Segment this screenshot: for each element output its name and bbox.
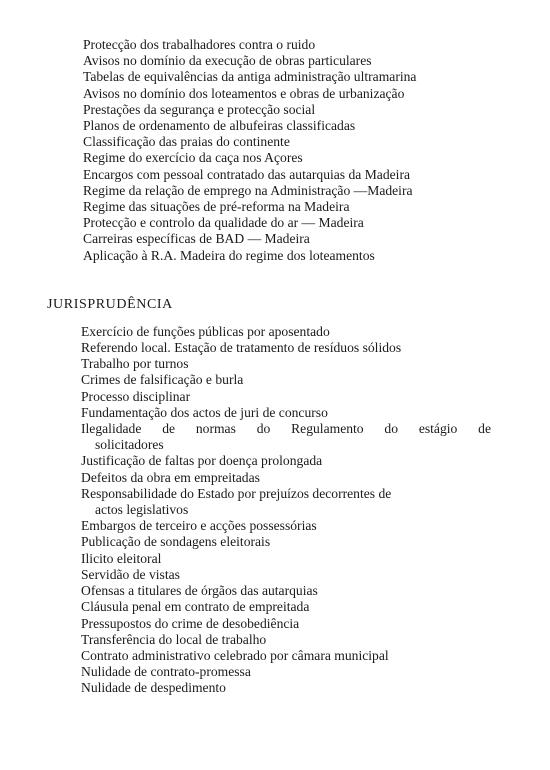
list-item: Encargos com pessoal contratado das autarquias da Madeira: [83, 166, 411, 182]
list-item: Crimes de falsificação e burla: [81, 372, 244, 388]
list-item: Transferência do local de trabalho: [81, 631, 267, 647]
list-item-continuation: actos legislativos: [95, 502, 189, 518]
list-item: [81, 486, 491, 518]
list-item: Embargos de terceiro e acções possessórias: [81, 518, 317, 534]
list-item: Nulidade de despedimento: [81, 680, 226, 696]
list-item: Aplicação à R.A. Madeira do regime dos loteamentos: [83, 247, 375, 263]
list-item-text: Responsabilidade do Estado por prejuízos decorrentes de: [81, 485, 392, 501]
section-heading-jurisprudence: JURISPRUDÊNCIA: [47, 296, 173, 312]
list-item: [81, 421, 491, 453]
jurisprudence-list: [0, 324, 550, 697]
list-item: Contrato administrativo celebrado por câmara municipal: [81, 647, 389, 663]
list-item: Publicação de sondagens eleitorais: [81, 534, 271, 550]
list-item: Justificação de faltas por doença prolongada: [81, 453, 323, 469]
list-item: Regime da relação de emprego na Administração —Madeira: [83, 182, 413, 198]
list-item: Planos de ordenamento de albufeiras classificadas: [83, 118, 356, 134]
list-item: Exercício de funções públicas por aposentado: [81, 323, 330, 339]
list-item-text: Ilegalidade de normas do Regulamento do estágio de: [81, 421, 491, 437]
list-item: Referendo local. Estação de tratamento de resíduos sólidos: [81, 340, 402, 356]
list-item: Ofensas a titulares de órgãos das autarquias: [81, 583, 318, 599]
list-item: Fundamentação dos actos de juri de concurso: [81, 404, 328, 420]
list-item: Regime do exercício da caça nos Açores: [83, 150, 303, 166]
list-item: Tabelas de equivalências da antiga administração ultramarina: [83, 69, 417, 85]
list-item: Pressupostos do crime de desobediência: [81, 615, 300, 631]
list-item: Prestações da segurança e protecção social: [83, 101, 316, 117]
list-item: Classificação das praias do continente: [83, 134, 290, 150]
list-item: Protecção dos trabalhadores contra o ruido: [83, 37, 316, 52]
list-item: Processo disciplinar: [81, 388, 191, 404]
list-item-continuation: solicitadores: [95, 437, 164, 453]
list-item: Protecção e controlo da qualidade do ar — Madeira: [83, 215, 364, 231]
list-item: Trabalho por turnos: [81, 356, 189, 372]
list-item: Ilicito eleitoral: [81, 550, 162, 566]
legislation-list: [0, 37, 550, 264]
list-item: Defeitos da obra em empreitadas: [81, 469, 260, 485]
list-item: Cláusula penal em contrato de empreitada: [81, 599, 310, 615]
list-item: Carreiras específicas de BAD — Madeira: [83, 231, 310, 247]
list-item: Servidão de vistas: [81, 566, 180, 582]
list-item: Avisos no domínio da execução de obras particulares: [83, 53, 372, 69]
list-item: Regime das situações de pré-reforma na Madeira: [83, 199, 350, 215]
list-item: Avisos no domínio dos loteamentos e obras de urbanização: [83, 85, 405, 101]
list-item: Nulidade de contrato-promessa: [81, 664, 251, 680]
